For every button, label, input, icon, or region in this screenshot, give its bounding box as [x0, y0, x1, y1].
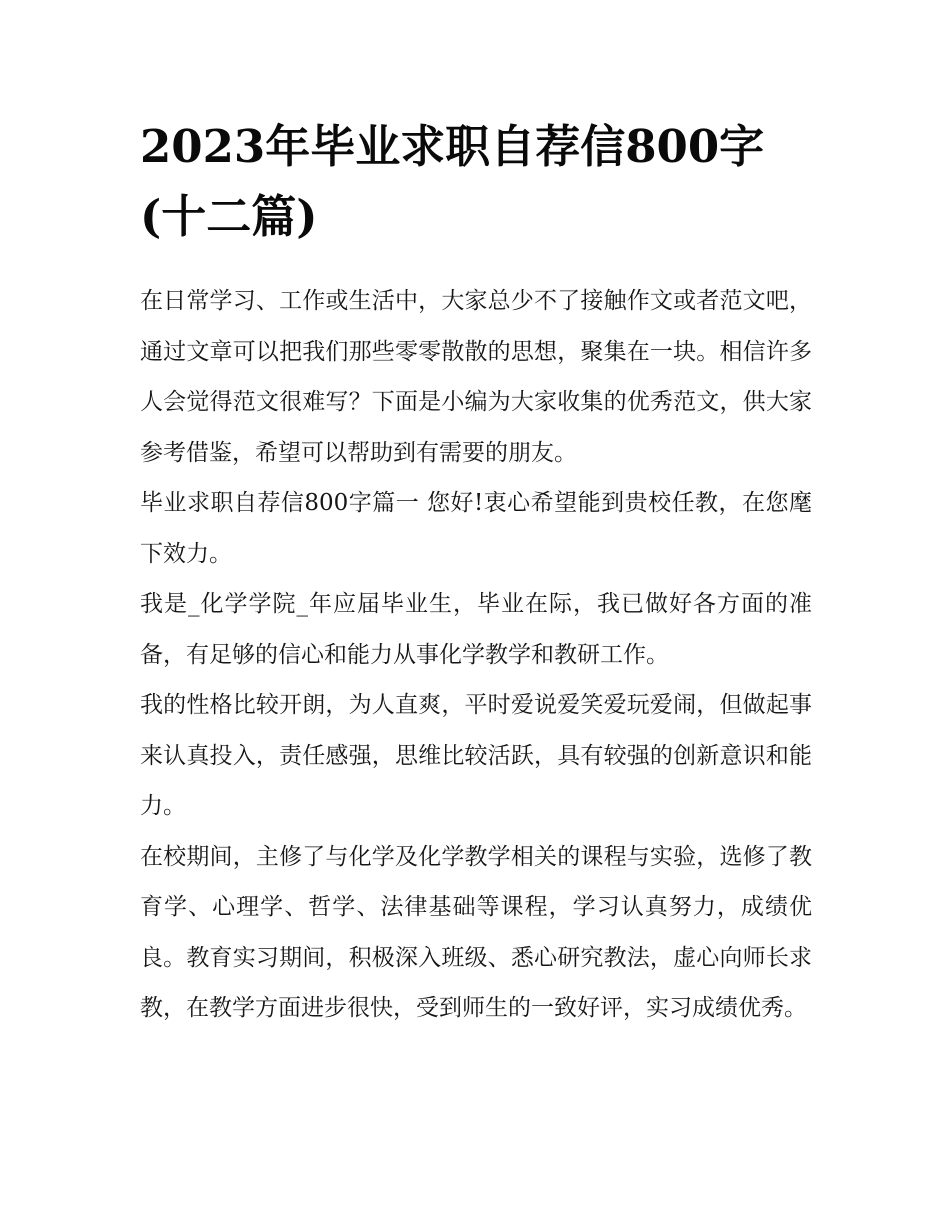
document-body — [140, 112, 812, 1034]
paragraph-greeting: 毕业求职自荐信800字篇一 您好!衷心希望能到贵校任教，在您麾下效力。 — [140, 490, 812, 567]
title-line-2: (十二篇) — [140, 190, 318, 243]
paragraph-self-intro: 我是_化学学院_年应届毕业生，毕业在际，我已做好各方面的准备，有足够的信心和能力从事化学教学和教研工作。 — [140, 591, 812, 668]
paragraph-intro: 在日常学习、工作或生活中，大家总少不了接触作文或者范文吧，通过文章可以把我们那些零零散散的思想，聚集在一块。相信许多人会觉得范文很难写？下面是小编为大家收集的优秀范文，供大家参考借鉴，希望可以帮助到有需要的朋友。 — [140, 288, 812, 466]
title-line-1: 2023年毕业求职自荐信800字 — [140, 120, 765, 173]
title-spacer — [140, 252, 812, 276]
paragraph-personality: 我的性格比较开朗，为人直爽，平时爱说爱笑爱玩爱闹，但做起事来认真投入，责任感强，思维比较活跃，具有较强的创新意识和能力。 — [140, 692, 812, 819]
paragraph-studies: 在校期间，主修了与化学及化学教学相关的课程与实验，选修了教育学、心理学、哲学、法律基础等课程，学习认真努力，成绩优良。教育实习期间，积极深入班级、悉心研究教法，虚心向师长求教，在教学方面进步很快，受到师生的一致好评，实习成绩优秀。 — [140, 843, 812, 1021]
document-title — [140, 112, 812, 252]
